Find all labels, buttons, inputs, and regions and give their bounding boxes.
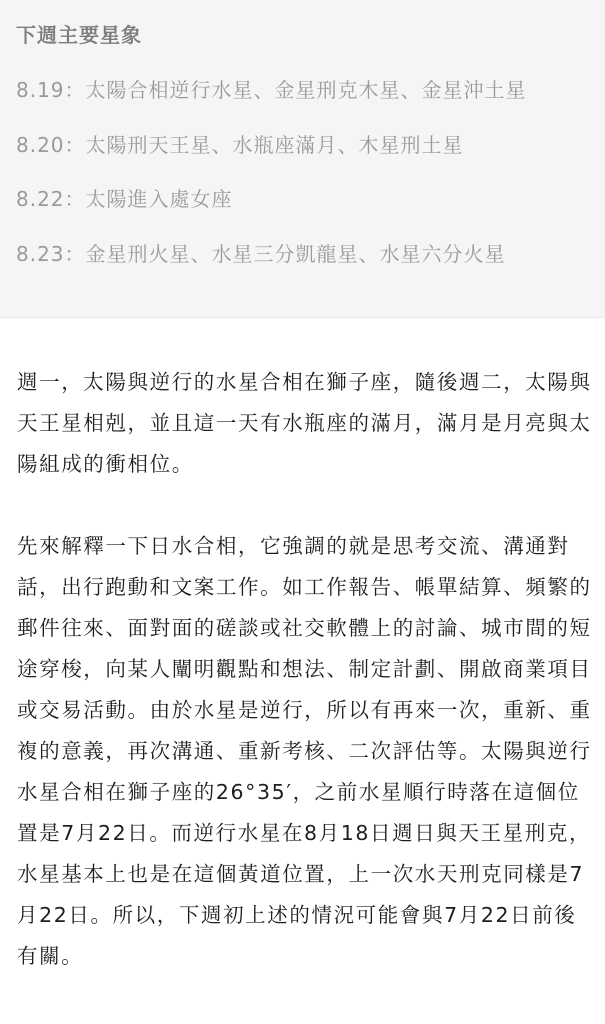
article-body (17, 362, 597, 977)
article-paragraph: 週一，太陽與逆行的水星合相在獅子座，隨後週二，太陽與天王星相剋，並且這一天有水瓶座的滿月，滿月是月亮與太陽組成的衝相位。 (17, 370, 592, 476)
highlight-item: 8.20：太陽刑天王星、水瓶座滿月、木星刑土星 (16, 132, 464, 157)
highlight-item: 8.23：金星刑火星、水星三分凱龍星、水星六分火星 (16, 241, 506, 266)
highlights-list (16, 72, 527, 290)
article-paragraph: 先來解釋一下日水合相，它強調的就是思考交流、溝通對話，出行跑動和文案工作。如工作報告、帳單結算、頻繁的郵件往來、面對面的磋談或社交軟體上的討論、城市間的短途穿梭，向某人闡明觀點和想法、制定計劃、開啟商業項目或交易活動。由於水星是逆行，所以有再來一次，重新、重複的意義，再次溝通、重新考核、二次評估等。太陽與逆行水星合相在獅子座的26°35′，之前水星順行時落在這個位置是7月22日。而逆行水星在8月18日週日與天王星刑克，水星基本上也是在這個黃道位置，上一次水天刑克同樣是7月22日。所以，下週初上述的情況可能會與7月22日前後有關。 (17, 534, 592, 968)
highlights-title: 下週主要星象 (16, 23, 142, 47)
weekly-highlights-box (0, 0, 605, 318)
highlight-item: 8.19：太陽合相逆行水星、金星刑克木星、金星沖土星 (16, 78, 527, 102)
highlight-item: 8.22：太陽進入處女座 (16, 187, 233, 211)
